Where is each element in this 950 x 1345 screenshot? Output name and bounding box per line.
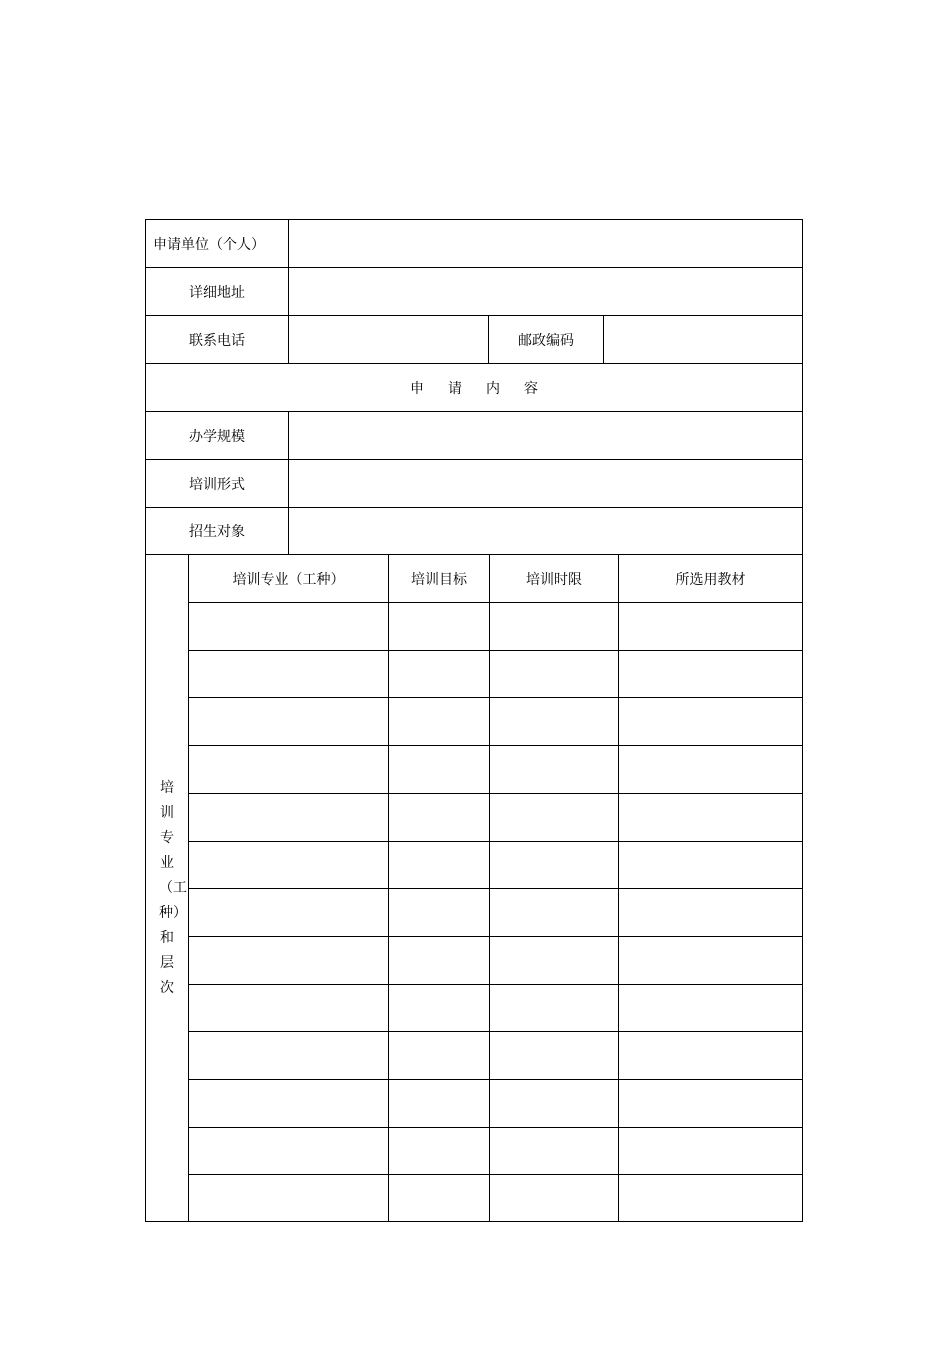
format-label: 培训形式 bbox=[189, 476, 245, 493]
table-cell[interactable] bbox=[189, 1175, 388, 1222]
table-cell[interactable] bbox=[490, 794, 618, 841]
table-cell[interactable] bbox=[189, 603, 388, 650]
table-cell[interactable] bbox=[389, 794, 489, 841]
postcode-field[interactable] bbox=[604, 316, 802, 363]
address-field[interactable] bbox=[289, 268, 802, 315]
applicant-field[interactable] bbox=[289, 220, 802, 267]
postcode-label: 邮政编码 bbox=[518, 332, 574, 349]
table-cell[interactable] bbox=[189, 842, 388, 889]
side-label bbox=[146, 555, 188, 1222]
address-label: 详细地址 bbox=[189, 284, 245, 301]
table-cell[interactable] bbox=[490, 842, 618, 889]
table-cell[interactable] bbox=[189, 889, 388, 936]
scale-label: 办学规模 bbox=[189, 428, 245, 445]
table-cell[interactable] bbox=[189, 985, 388, 1032]
header-goal: 培训目标 bbox=[411, 571, 467, 588]
table-cell[interactable] bbox=[619, 651, 802, 698]
table-cell[interactable] bbox=[189, 794, 388, 841]
side-label-text: 培训专业（工种）和层次 bbox=[159, 780, 187, 996]
table-cell[interactable] bbox=[189, 651, 388, 698]
table-cell[interactable] bbox=[189, 746, 388, 793]
table-cell[interactable] bbox=[619, 1128, 802, 1175]
header-textbook: 所选用教材 bbox=[675, 571, 746, 588]
table-cell[interactable] bbox=[490, 1175, 618, 1222]
table-cell[interactable] bbox=[490, 698, 618, 745]
applicant-label: 申请单位（个人） bbox=[153, 236, 265, 253]
table-cell[interactable] bbox=[389, 889, 489, 936]
header-specialty: 培训专业（工种） bbox=[232, 571, 345, 588]
table-cell[interactable] bbox=[490, 1032, 618, 1079]
table-cell[interactable] bbox=[389, 1128, 489, 1175]
table-cell[interactable] bbox=[389, 651, 489, 698]
table-cell[interactable] bbox=[189, 1128, 388, 1175]
table-cell[interactable] bbox=[189, 937, 388, 984]
table-cell[interactable] bbox=[389, 937, 489, 984]
table-cell[interactable] bbox=[389, 698, 489, 745]
scale-field[interactable] bbox=[289, 412, 802, 459]
table-cell[interactable] bbox=[490, 889, 618, 936]
table-cell[interactable] bbox=[490, 1128, 618, 1175]
table-cell[interactable] bbox=[389, 842, 489, 889]
table-cell[interactable] bbox=[490, 746, 618, 793]
phone-label: 联系电话 bbox=[189, 332, 245, 349]
table-cell[interactable] bbox=[389, 746, 489, 793]
target-label: 招生对象 bbox=[189, 524, 245, 540]
table-cell[interactable] bbox=[490, 985, 618, 1032]
table-cell[interactable] bbox=[619, 1175, 802, 1222]
table-cell[interactable] bbox=[619, 842, 802, 889]
table-cell[interactable] bbox=[619, 985, 802, 1032]
table-cell[interactable] bbox=[389, 1080, 489, 1127]
table-cell[interactable] bbox=[389, 1032, 489, 1079]
table-cell[interactable] bbox=[619, 794, 802, 841]
table-cell[interactable] bbox=[619, 698, 802, 745]
header-duration: 培训时限 bbox=[526, 571, 582, 588]
table-cell[interactable] bbox=[490, 937, 618, 984]
section-title-text: 申请内容 bbox=[410, 380, 562, 397]
target-field[interactable] bbox=[289, 508, 802, 554]
format-field[interactable] bbox=[289, 460, 802, 507]
table-cell[interactable] bbox=[189, 1080, 388, 1127]
table-cell[interactable] bbox=[389, 1175, 489, 1222]
phone-field[interactable] bbox=[289, 316, 488, 363]
table-cell[interactable] bbox=[389, 985, 489, 1032]
table-cell[interactable] bbox=[490, 651, 618, 698]
table-cell[interactable] bbox=[389, 603, 489, 650]
table-cell[interactable] bbox=[619, 937, 802, 984]
table-cell[interactable] bbox=[619, 1032, 802, 1079]
table-cell[interactable] bbox=[490, 603, 618, 650]
table-cell[interactable] bbox=[619, 1080, 802, 1127]
table-cell[interactable] bbox=[189, 1032, 388, 1079]
table-cell[interactable] bbox=[619, 603, 802, 650]
table-cell[interactable] bbox=[619, 889, 802, 936]
table-cell[interactable] bbox=[619, 746, 802, 793]
section-title bbox=[146, 364, 802, 411]
application-form bbox=[145, 219, 803, 1222]
table-cell[interactable] bbox=[189, 698, 388, 745]
table-cell[interactable] bbox=[490, 1080, 618, 1127]
